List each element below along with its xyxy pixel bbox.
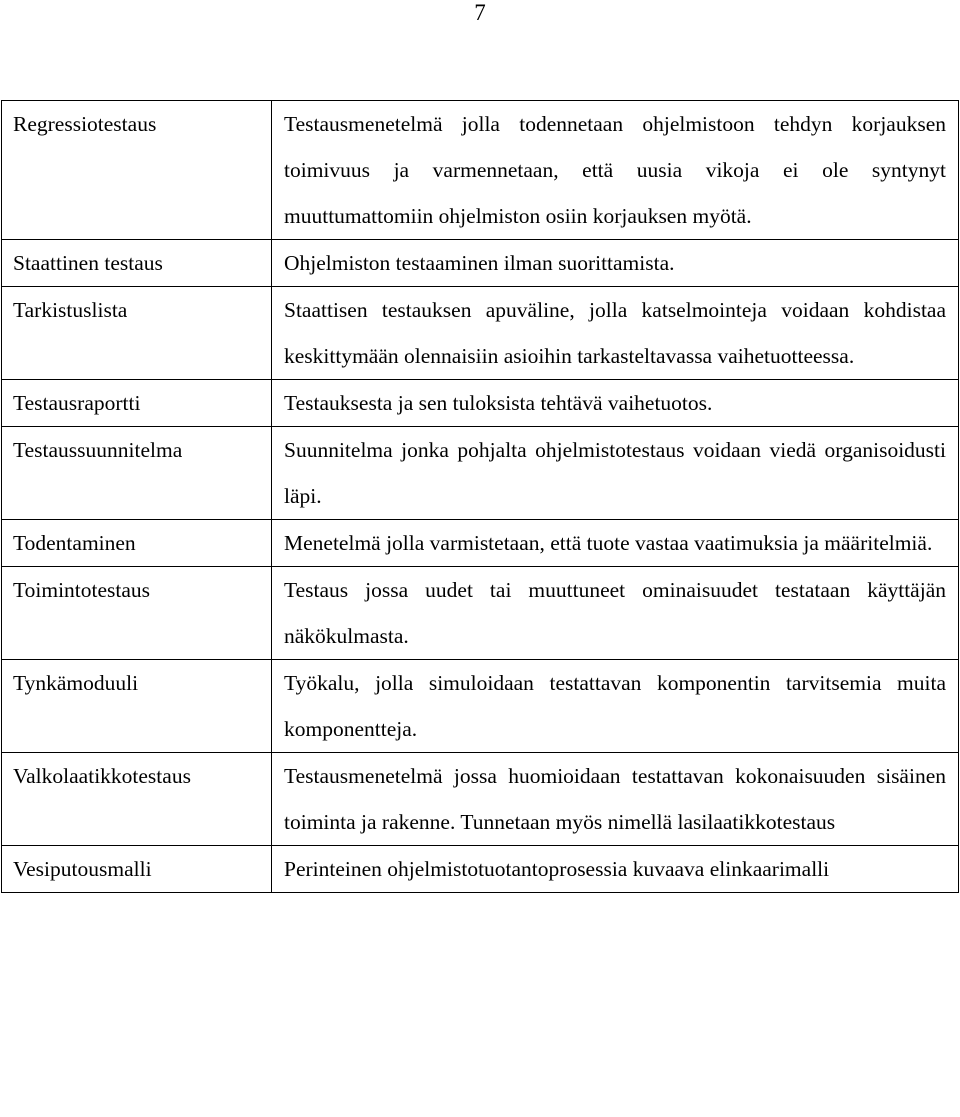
- glossary-row: [2, 427, 959, 520]
- glossary-definition: Staattisen testauksen apuväline, jolla katselmointeja voidaan kohdistaa keskittymään olennaisiin asioihin tarkasteltavassa vaihetuotteessa.: [272, 287, 959, 380]
- glossary-definition: Työkalu, jolla simuloidaan testattavan komponentin tarvitsemia muita komponentteja.: [272, 660, 959, 753]
- glossary-term: Toimintotestaus: [2, 567, 272, 660]
- glossary-definition: Testausmenetelmä jolla todennetaan ohjelmistoon tehdyn korjauksen toimivuus ja varmennetaan, että uusia vikoja ei ole syntynyt muuttumattomiin ohjelmiston osiin korjauksen myötä.: [272, 101, 959, 240]
- glossary-term: Valkolaatikkotestaus: [2, 753, 272, 846]
- glossary-row: [2, 753, 959, 846]
- glossary-definition: Suunnitelma jonka pohjalta ohjelmistotestaus voidaan viedä organisoidusti läpi.: [272, 427, 959, 520]
- glossary-table: [1, 100, 959, 893]
- glossary-term: Tynkämoduuli: [2, 660, 272, 753]
- glossary-row: [2, 287, 959, 380]
- glossary-row: [2, 567, 959, 660]
- glossary-definition: Ohjelmiston testaaminen ilman suorittamista.: [272, 240, 959, 287]
- glossary-row: [2, 380, 959, 427]
- glossary-definition: Menetelmä jolla varmistetaan, että tuote vastaa vaatimuksia ja määritelmiä.: [272, 520, 959, 567]
- glossary-definition: Testausmenetelmä jossa huomioidaan testattavan kokonaisuuden sisäinen toiminta ja rakenne. Tunnetaan myös nimellä lasilaatikkotestaus: [272, 753, 959, 846]
- glossary-row: [2, 660, 959, 753]
- glossary-row: [2, 240, 959, 287]
- glossary-term: Staattinen testaus: [2, 240, 272, 287]
- glossary-term: Regressiotestaus: [2, 101, 272, 240]
- glossary-definition: Testaus jossa uudet tai muuttuneet ominaisuudet testataan käyttäjän näkökulmasta.: [272, 567, 959, 660]
- page-number: 7: [474, 0, 486, 25]
- glossary-row: [2, 101, 959, 240]
- glossary-definition: Perinteinen ohjelmistotuotantoprosessia kuvaava elinkaarimalli: [272, 846, 959, 893]
- glossary-row: [2, 520, 959, 567]
- glossary-definition: Testauksesta ja sen tuloksista tehtävä vaihetuotos.: [272, 380, 959, 427]
- glossary-term: Vesiputousmalli: [2, 846, 272, 893]
- glossary-row: [2, 846, 959, 893]
- glossary-term: Testausraportti: [2, 380, 272, 427]
- glossary-term: Todentaminen: [2, 520, 272, 567]
- glossary-term: Tarkistuslista: [2, 287, 272, 380]
- glossary-term: Testaussuunnitelma: [2, 427, 272, 520]
